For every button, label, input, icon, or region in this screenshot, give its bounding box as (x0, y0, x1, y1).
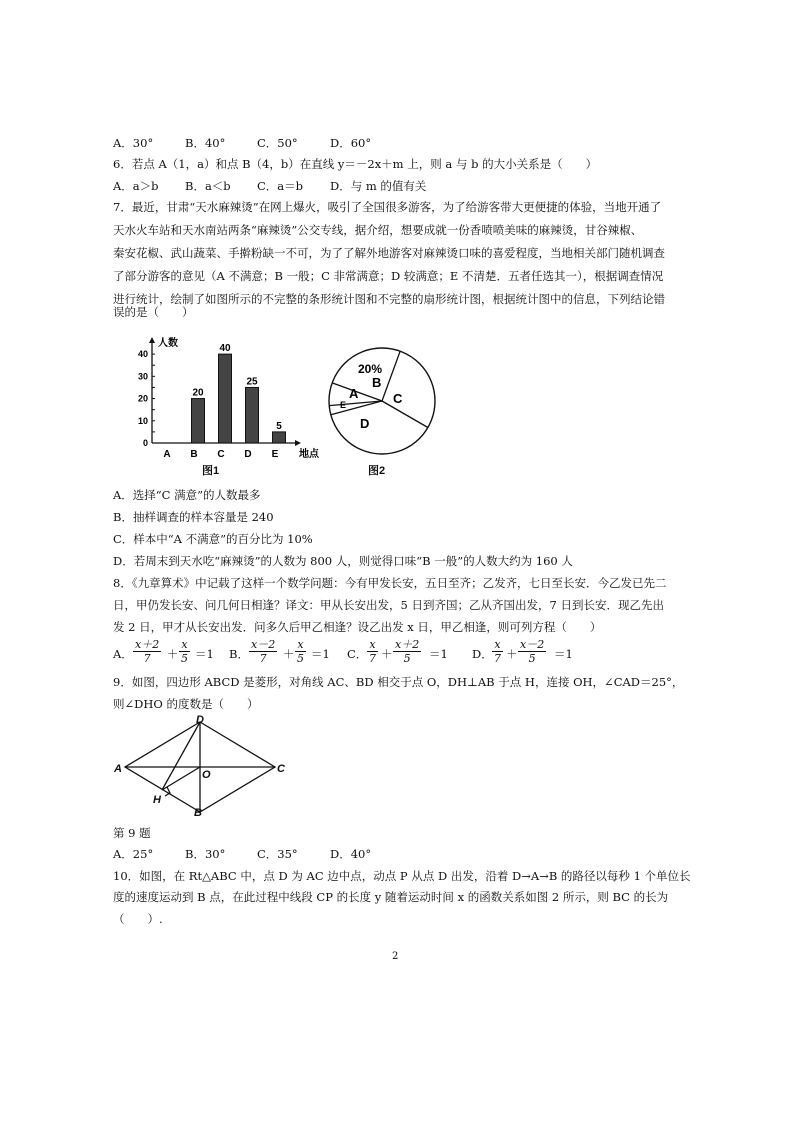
q8-option-c-operator: ＋ (381, 647, 393, 661)
q7-pie-chart (325, 340, 445, 465)
numerator: x (369, 638, 376, 651)
q8-option-d-fraction-1 (492, 638, 503, 665)
q5-option-d: D．60° (330, 136, 372, 150)
q10-line-1: 10．如图，在 Rt△ABC 中，点 D 为 AC 边中点，动点 P 从点 D 出发，沿着 D→A→B 的路径以每秒 1 个单位长 (113, 869, 691, 883)
fig2-caption: 图2 (368, 465, 386, 477)
y-tick-label: 0 (142, 438, 148, 448)
q8-option-b-fraction-1 (249, 638, 277, 665)
fig1-caption: 图1 (202, 465, 220, 477)
denominator: 7 (143, 652, 151, 665)
label-h: H (153, 794, 161, 806)
y-tick-label: 40 (137, 349, 148, 360)
q10-line-3: （ ）. (113, 912, 163, 926)
x-tick-label-d: D (244, 449, 252, 460)
q8-option-a-fraction-1 (133, 638, 161, 665)
q10-line-2: 度的速度运动到 B 点，在此过程中线段 CP 的长度 y 随着运动时间 x 的函数关系如图 2 所示，则 BC 的长为 (113, 890, 669, 904)
q7-option-d: D．若周末到天水吃“麻辣烫”的人数为 800 人，则觉得口味“B 一般”的人数大约为 160 人 (113, 554, 573, 568)
q7-line-4: 了部分游客的意见（A 不满意；B 一般；C 非常满意；D 较满意；E 不清楚．五者任选其一），根据调查情况 (113, 269, 664, 283)
pie-label-e: E (340, 400, 347, 410)
q8-option-b-equals: ＝1 (311, 647, 330, 661)
bar-d (246, 387, 259, 443)
pie-label-c: C (393, 391, 403, 406)
pie-slice-boundary-2 (382, 401, 428, 428)
q9-option-a: A．25° (113, 847, 154, 861)
data-label-c: 40 (219, 343, 231, 355)
denominator: 5 (297, 652, 304, 665)
numerator: x＋2 (135, 638, 160, 651)
denominator: 7 (494, 652, 501, 665)
q9-option-b: B．30° (185, 847, 226, 861)
pie-label-d: D (360, 416, 370, 431)
denominator: 7 (369, 652, 376, 665)
x-tick-label-a: A (163, 449, 171, 460)
q7-line-5: 进行统计，绘制了如图所示的不完整的条形统计图和不完整的扇形统计图，根据统计图中的信息，下列结论错 (113, 292, 665, 306)
data-label-d: 25 (246, 376, 258, 388)
y-axis-arrow (149, 337, 155, 343)
x-axis-label: 地点 (299, 449, 319, 460)
q7-line-6: 误的是（ ） (113, 305, 194, 319)
q6-stem: 6．若点 A（1，a）和点 B（4，b）在直线 y＝－2x＋m 上，则 a 与 b 的大小关系是（ ） (113, 157, 598, 171)
denominator: 5 (181, 652, 188, 665)
q6-option-d: D．与 m 的值有关 (330, 179, 427, 193)
q8-option-b-label: B． (229, 647, 249, 661)
q5-option-c: C．50° (257, 136, 298, 150)
denominator: 7 (259, 652, 267, 665)
q6-option-c: C．a＝b (257, 179, 304, 193)
pie-annotation-b-percent: 20% (358, 362, 383, 376)
numerator: x＋2 (395, 638, 420, 651)
y-tick-label: 10 (137, 415, 148, 426)
q8-option-c-fraction-1 (367, 638, 378, 665)
q6-option-b: B．a＜b (185, 179, 231, 193)
q8-line-2: 日，甲仍发长安、问几何日相逢？译文：甲从长安出发，5 日到齐国；乙从齐国出发，7 日到长安．现乙先出 (113, 598, 664, 612)
q8-option-c-fraction-2 (393, 638, 421, 665)
q7-line-3: 秦安花椒、武山蔬菜、手擀粉缺一不可，为了了解外地游客对麻辣烫口味的喜爱程度，当地相关部门随机调查 (113, 246, 665, 260)
x-tick-label-c: C (217, 449, 225, 460)
q8-option-a-fraction-2 (179, 638, 190, 665)
y-tick-label: 30 (137, 371, 148, 382)
bar-c (219, 354, 232, 443)
q8-line-3: 发 2 日，甲才从长安出发．问多久后甲乙相逢？设乙出发 x 日，甲乙相逢，则可列方程（ ） (113, 620, 602, 634)
q9-option-d: D．40° (330, 847, 372, 861)
x-axis-arrow (295, 440, 301, 446)
y-tick-label: 20 (137, 393, 148, 404)
page-number: 2 (392, 951, 399, 962)
q6-option-a: A．a＞b (113, 179, 159, 193)
segment-dh (162, 722, 200, 790)
label-b: B (194, 807, 202, 817)
label-a: A (114, 763, 122, 775)
q8-option-a-label: A． (113, 647, 133, 661)
q8-line-1: 8．《九章算术》中记载了这样一个数学问题：今有甲发长安，五日至齐；乙发齐，七日至长安．今乙发已先二 (113, 576, 667, 590)
numerator: x (297, 638, 304, 651)
numerator: x (181, 638, 188, 651)
q9-caption: 第 9 题 (113, 826, 151, 840)
q7-option-a: A．选择“C 满意”的人数最多 (113, 488, 261, 502)
x-tick-label-b: B (190, 449, 198, 460)
denominator: 5 (528, 652, 536, 665)
q8-option-b-fraction-2 (295, 638, 306, 665)
y-axis-label: 人数 (158, 338, 178, 349)
denominator: 5 (403, 652, 411, 665)
label-o: O (202, 769, 211, 781)
q7-option-c: C．样本中“A 不满意”的百分比为 10% (113, 532, 313, 546)
q8-option-c-label: C． (347, 647, 368, 661)
q8-option-d-label: D． (472, 647, 493, 661)
pie-label-a: A (349, 386, 359, 401)
numerator: x－2 (520, 638, 545, 651)
q8-option-d-operator: ＋ (506, 647, 518, 661)
data-label-b: 20 (192, 387, 204, 399)
q8-option-a-operator: ＋ (167, 647, 179, 661)
q8-option-d-equals: ＝1 (554, 647, 573, 661)
q7-bar-chart (120, 335, 320, 460)
q8-option-c-equals: ＝1 (429, 647, 448, 661)
label-d: D (196, 714, 204, 726)
bar-b (192, 399, 205, 443)
bar-e (273, 432, 286, 443)
pie-label-b: B (372, 375, 382, 390)
numerator: x (494, 638, 501, 651)
q9-line-1: 9．如图，四边形 ABCD 是菱形，对角线 AC、BD 相交于点 O，DH⊥AB 于点 H，连接 OH，∠CAD＝25°， (113, 675, 684, 689)
q7-option-b: B．抽样调查的样本容量是 240 (113, 510, 274, 524)
label-c: C (277, 763, 285, 775)
q8-option-a-equals: ＝1 (195, 647, 214, 661)
x-tick-label-e: E (271, 449, 279, 460)
q9-rhombus-figure (110, 712, 300, 817)
q8-option-d-fraction-2 (518, 638, 546, 665)
q7-line-2: 天水火车站和天水南站两条“麻辣烫”公交专线，据介绍，想要成就一份香喷喷美味的麻辣烫，甘谷辣椒、 (113, 223, 643, 237)
q9-line-2: 则∠DHO 的度数是（ ） (113, 697, 259, 711)
q8-option-b-operator: ＋ (283, 647, 295, 661)
q5-option-a: A．30° (113, 136, 154, 150)
q9-option-c: C．35° (257, 847, 298, 861)
q5-option-b: B．40° (185, 136, 226, 150)
numerator: x－2 (251, 638, 276, 651)
q7-line-1: 7．最近，甘肃“天水麻辣烫”在网上爆火，吸引了全国很多游客，为了给游客带大更便捷的体验，当地开通了 (113, 200, 662, 214)
data-label-e: 5 (276, 420, 282, 432)
